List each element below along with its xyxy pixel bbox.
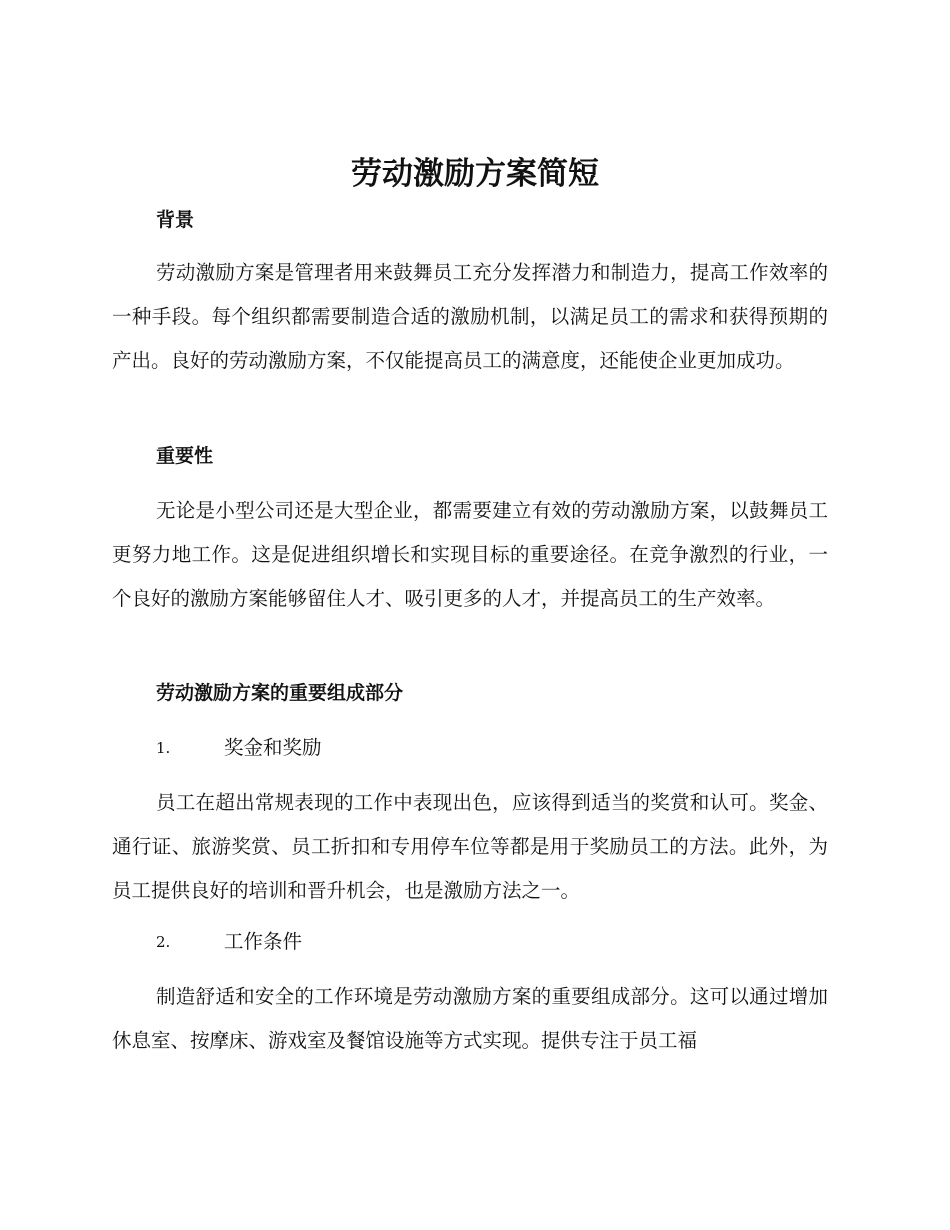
section-heading-importance: 重要性 — [156, 445, 214, 467]
list-label: 奖金和奖励 — [224, 736, 322, 759]
list-label: 工作条件 — [224, 930, 303, 953]
paragraph-background: 劳动激励方案是管理者用来鼓舞员工充分发挥潜力和制造力，提高工作效率的一种手段。每个组织都需要制造合适的激励机制，以满足员工的需求和获得预期的产出。良好的劳动激励方案，不仅能提高员工的满意度，还能使企业更加成功。 — [112, 261, 828, 372]
paragraph-bonus: 员工在超出常规表现的工作中表现出色，应该得到适当的奖赏和认可。奖金、通行证、旅游奖赏、员工折扣和专用停车位等都是用于奖励员工的方法。此外，为员工提供良好的培训和晋升机会，也是激励方法之一。 — [112, 791, 828, 902]
list-number: 1. — [156, 739, 171, 757]
section-heading-components: 劳动激励方案的重要组成部分 — [156, 682, 404, 704]
paragraph-importance: 无论是小型公司还是大型企业，都需要建立有效的劳动激励方案，以鼓舞员工更努力地工作。这是促进组织增长和实现目标的重要途径。在竞争激烈的行业，一个良好的激励方案能够留住人才、吸引更多的人才，并提高员工的生产效率。 — [112, 499, 828, 610]
section-heading-background: 背景 — [156, 209, 195, 231]
list-number: 2. — [156, 933, 171, 951]
paragraph-work-conditions: 制造舒适和安全的工作环境是劳动激励方案的重要组成部分。这可以通过增加休息室、按摩床、游戏室及餐馆设施等方式实现。提供专注于员工福 — [112, 985, 828, 1052]
document-title: 劳动激励方案简短 — [351, 156, 599, 192]
